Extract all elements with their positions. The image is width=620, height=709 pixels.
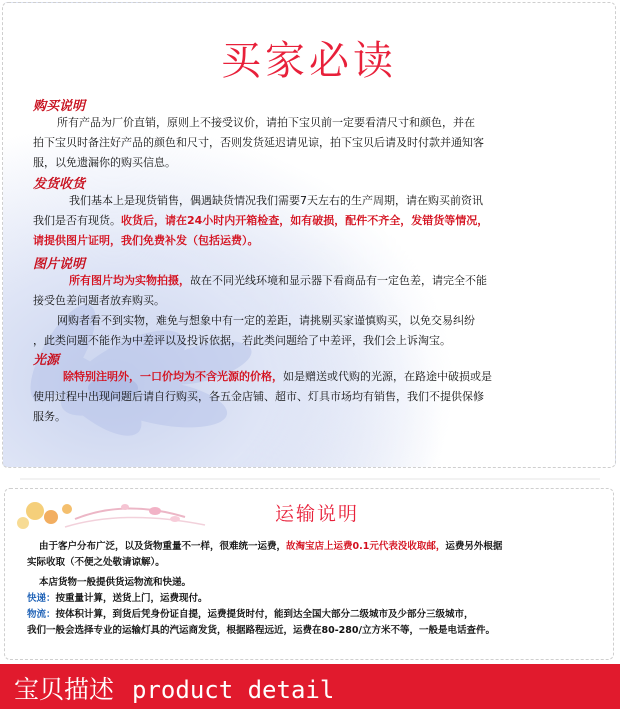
purchase-text-1: 所有产品为厂价直销，原则上不接受议价，请拍下宝贝前一定要看清尺寸和颜色，并在 xyxy=(57,116,475,129)
footer-title-en: product detail xyxy=(132,676,335,704)
purchase-text-3: 服，以免遗漏你的购买信息。 xyxy=(33,156,176,169)
logistics-label: 物流： xyxy=(27,609,56,620)
light-text-1b: 如是赠送或代购的光源，在路途中破损或是 xyxy=(283,370,492,383)
shipping-line-4 xyxy=(27,591,607,607)
shipping-text-2 xyxy=(33,211,581,231)
buyer-notice-panel xyxy=(2,2,616,468)
shipping-text-1: 我们基本上是现货销售，偶遇缺货情况我们需要7天左右的生产周期，请在购买前资讯 xyxy=(69,194,483,207)
divider xyxy=(0,472,620,486)
shipping-line-1a: 由于客户分布广泛，以及货物重量不一样，很难统一运费， xyxy=(39,541,287,552)
images-text-4: ，此类问题不能作为中差评以及投诉依据，若此类问题给了中差评，我们会上诉淘宝。 xyxy=(33,334,451,347)
footer-banner xyxy=(0,664,620,709)
images-text-3: 网购者看不到实物，难免与想象中有一定的差距，请挑剔买家谨慎购买，以免交易纠纷 xyxy=(57,314,475,327)
images-text-1 xyxy=(33,271,581,291)
express-text: 按重量计算，送货上门，运费现付。 xyxy=(55,593,208,604)
shipping-line-3: 本店货物一般提供货运物流和快递。 xyxy=(39,577,192,588)
section-heading-images: 图片说明 xyxy=(33,257,86,272)
section-heading-light: 光源 xyxy=(33,353,60,368)
shipping-line-1b: 故淘宝店上运费0.1元代表没收取邮， xyxy=(286,541,446,552)
section-heading-shipping: 发货收货 xyxy=(33,177,86,192)
footer-title-cn: 宝贝描述 xyxy=(14,675,115,704)
shipping-line-1 xyxy=(27,539,607,555)
shipping-line-1c: 运费另外根据 xyxy=(445,541,503,552)
shipping-text-2b: 收货后，请在24小时内开箱检查，如有破损，配件不齐全，发错货等情况， xyxy=(121,214,489,227)
logistics-text: 按体积计算，到货后凭身份证自提，运费提货时付，能到达全国大部分二级城市及少部分三级城市， xyxy=(55,609,474,620)
light-text-1a: 除特别注明外，一口价均为不含光源的价格， xyxy=(63,370,283,383)
shipping-line-2: 实际收取（不便之处敬请谅解）。 xyxy=(27,557,165,568)
shipping-line-5 xyxy=(27,607,607,623)
images-text-1b: 故在不同光线环境和显示器下看商品有一定色差，请完全不能 xyxy=(190,274,487,287)
shipping-info-panel xyxy=(4,488,614,660)
light-text-2: 使用过程中出现问题后请自行购买，各五金店铺、超市、灯具市场均有销售，我们不提供保修 xyxy=(33,390,484,403)
shipping-line-6: 我们一般会选择专业的运输灯具的汽运商发货，根据路程远近，运费在80-280/立方米不等，一般是电话查件。 xyxy=(27,625,495,636)
purchase-text-2: 拍下宝贝时备注好产品的颜色和尺寸，否则发货延迟请见谅，拍下宝贝后请及时付款并通知客 xyxy=(33,136,484,149)
shipping-text-3: 请提供图片证明，我们免费补发（包括运费）。 xyxy=(33,234,259,247)
light-text-1 xyxy=(33,367,581,387)
footer-title xyxy=(14,670,334,706)
page-title: 买家必读 xyxy=(221,38,397,84)
images-text-2: 接受色差问题者放弃购买。 xyxy=(33,294,165,307)
shipping-text-2a: 我们是否有现货。 xyxy=(33,214,121,227)
light-text-3: 服务。 xyxy=(33,410,66,423)
images-text-1a: 所有图片均为实物拍摄， xyxy=(69,274,190,287)
shipping-title: 运输说明 xyxy=(275,503,360,525)
section-heading-purchase: 购买说明 xyxy=(33,99,86,114)
express-label: 快递： xyxy=(27,593,56,604)
